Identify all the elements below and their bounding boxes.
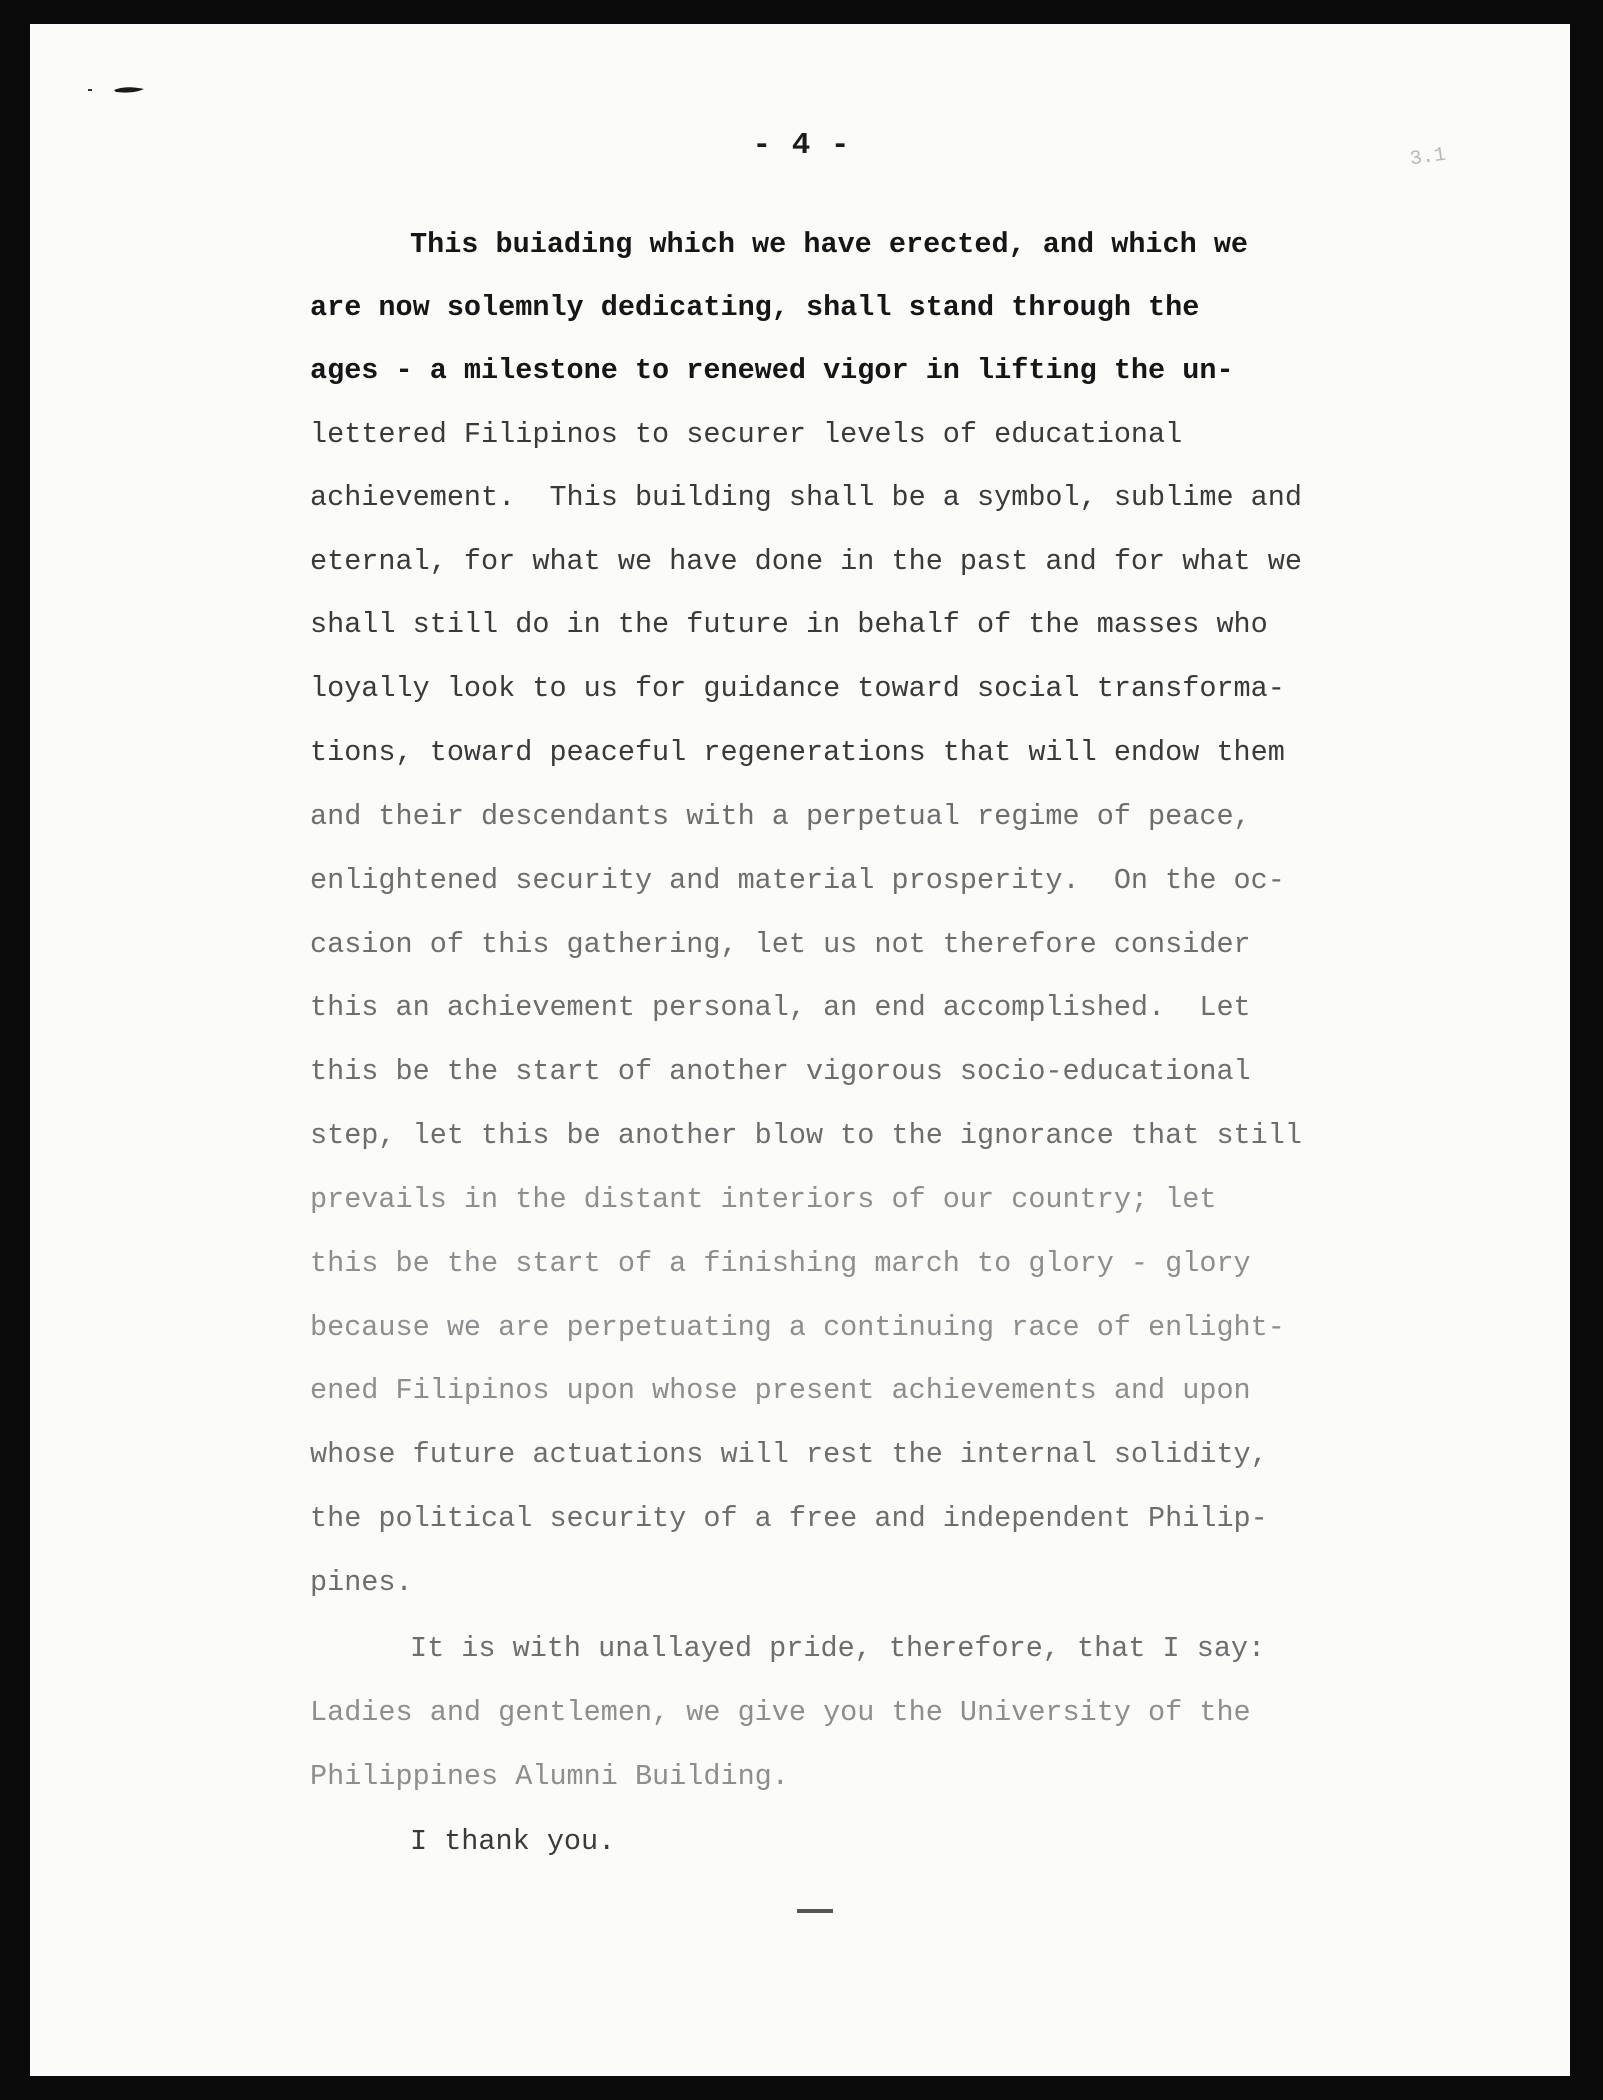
paragraph-1-line-3: ages - a milestone to renewed vigor in lifting the un- [310, 354, 1234, 387]
paragraph-2-line-1: It is with unallayed pride, therefore, that I say: [410, 1632, 1266, 1665]
paragraph-1-line-22: pines. [310, 1566, 413, 1599]
paragraph-1-line-17: this be the start of a finishing march to glory - glory [310, 1247, 1251, 1280]
closing-line: I thank you. [410, 1825, 616, 1858]
paragraph-1-line-4: lettered Filipinos to securer levels of educational [310, 418, 1183, 451]
paragraph-1-line-6: eternal, for what we have done in the past and for what we [310, 545, 1302, 578]
paragraph-1-line-11: enlightened security and material prosperity. On the oc- [310, 864, 1285, 897]
paragraph-1-line-15: step, let this be another blow to the ignorance that still [310, 1119, 1302, 1152]
paragraph-2-line-2: Ladies and gentlemen, we give you the University of the [310, 1696, 1251, 1729]
paragraph-1-line-2: are now solemnly dedicating, shall stand through the [310, 291, 1200, 324]
paragraph-1-line-8: loyally look to us for guidance toward social transforma- [310, 672, 1285, 705]
paragraph-1-line-13: this an achievement personal, an end accomplished. Let [310, 991, 1251, 1024]
paragraph-1-line-19: ened Filipinos upon whose present achievements and upon [310, 1374, 1251, 1407]
page-number: - 4 - [752, 128, 851, 163]
paragraph-2-line-3: Philippines Alumni Building. [310, 1760, 789, 1793]
paragraph-1-line-10: and their descendants with a perpetual regime of peace, [310, 800, 1251, 833]
paragraph-1-line-18: because we are perpetuating a continuing race of enlight- [310, 1311, 1285, 1344]
paragraph-1-line-21: the political security of a free and independent Philip- [310, 1502, 1268, 1535]
paragraph-1-line-1: This buiading which we have erected, and which we [410, 228, 1249, 261]
end-mark [797, 1909, 833, 1913]
corner-note: 3.1 [1408, 143, 1448, 172]
paragraph-1-line-5: achievement. This building shall be a symbol, sublime and [310, 481, 1302, 514]
paragraph-1-line-9: tions, toward peaceful regenerations that will endow them [310, 736, 1285, 769]
paragraph-1-line-14: this be the start of another vigorous socio-educational [310, 1055, 1251, 1088]
paragraph-1-line-20: whose future actuations will rest the internal solidity, [310, 1438, 1268, 1471]
paragraph-1-line-7: shall still do in the future in behalf of the masses who [310, 608, 1268, 641]
paragraph-1-line-12: casion of this gathering, let us not therefore consider [310, 928, 1251, 961]
paragraph-1-line-16: prevails in the distant interiors of our country; let [310, 1183, 1217, 1216]
